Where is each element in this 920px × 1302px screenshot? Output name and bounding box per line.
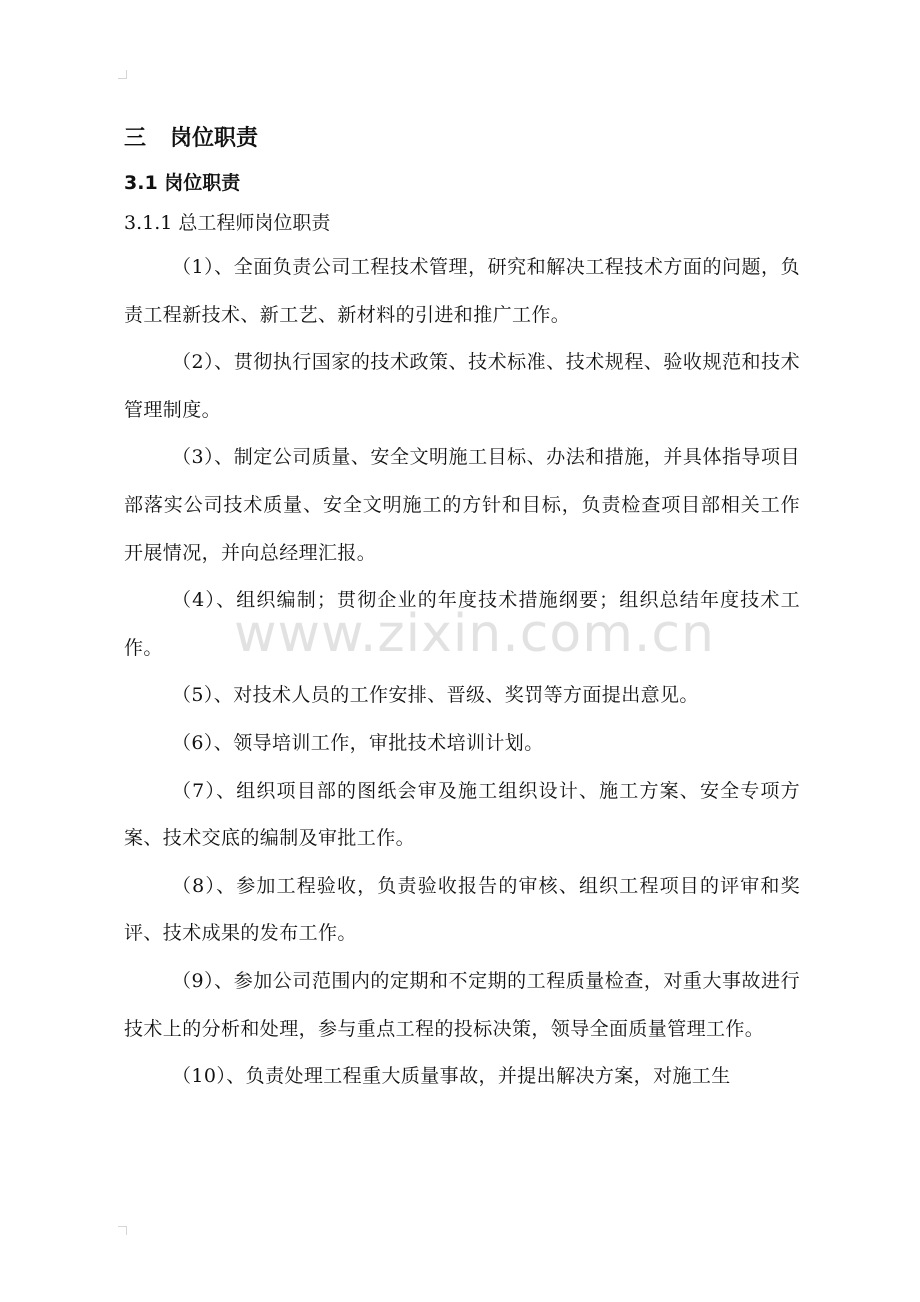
paragraph-10: （10）、负责处理工程重大质量事故，并提出解决方案，对施工生 (172, 1065, 731, 1088)
document-body (124, 122, 800, 1101)
section-heading (124, 122, 800, 156)
section-number: 三 (124, 126, 147, 151)
corner-crop-mark (118, 1226, 127, 1235)
subsubsection-heading: 3.1.1 总工程师岗位职责 (124, 212, 331, 234)
section-title: 岗位职责 (170, 126, 259, 151)
paragraph-1: （1）、全面负责公司工程技术管理，研究和解决工程技术方面的问题，负责工程新技术、新工艺、新材料的引进和推广工作。 (124, 256, 800, 326)
paragraph-7: （7）、组织项目部的图纸会审及施工组织设计、施工方案、安全专项方案、技术交底的编制及审批工作。 (124, 779, 800, 850)
paragraph-3: （3）、制定公司质量、安全文明施工目标、办法和措施，并具体指导项目部落实公司技术质量、安全文明施工的方针和目标，负责检查项目部相关工作开展情况，并向总经理汇报。 (124, 446, 800, 564)
paragraph-8: （8）、参加工程验收，负责验收报告的审核、组织工程项目的评审和奖评、技术成果的发布工作。 (124, 874, 800, 945)
corner-crop-mark (118, 70, 127, 79)
paragraph-5: （5）、对技术人员的工作安排、晋级、奖罚等方面提出意见。 (172, 684, 699, 707)
paragraph-4: （4）、组织编制；贯彻企业的年度技术措施纲要；组织总结年度技术工作。 (124, 589, 800, 659)
paragraph-2: （2）、贯彻执行国家的技术政策、技术标准、技术规程、验收规范和技术管理制度。 (124, 351, 800, 421)
paragraph-6: （6）、领导培训工作，审批技术培训计划。 (172, 731, 544, 754)
subsection-heading: 3.1 岗位职责 (124, 172, 241, 194)
watermark: www.zixin.com.cn (234, 604, 715, 664)
paragraph-9: （9）、参加公司范围内的定期和不定期的工程质量检查，对重大事故进行技术上的分析和处理，参与重点工程的投标决策，领导全面质量管理工作。 (124, 969, 800, 1040)
